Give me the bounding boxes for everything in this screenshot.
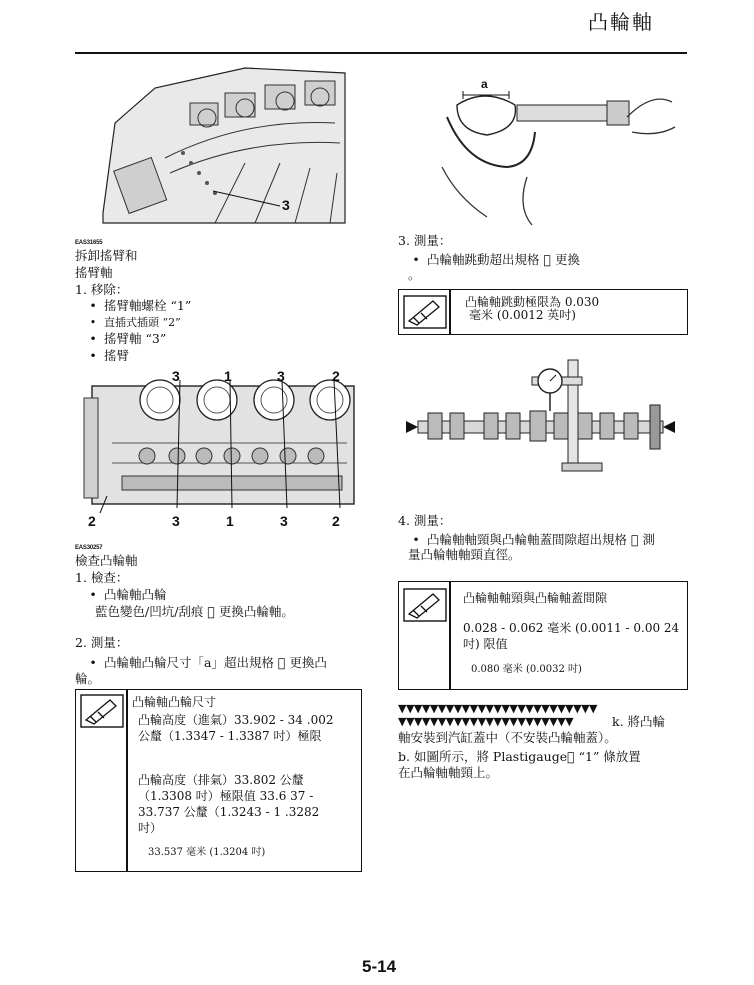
- engine-head-illustration: [95, 63, 350, 225]
- step-1-label: 1. 移除：: [75, 282, 129, 297]
- list-item: • 搖臂軸 “3”: [89, 331, 167, 346]
- callout-label: 2: [332, 368, 340, 384]
- callout-a: a: [481, 77, 488, 91]
- list-item: • 搖臂軸螺栓 “1”: [89, 298, 192, 313]
- section-title-line2: 搖臂軸: [75, 265, 113, 280]
- callout-label: 3: [172, 513, 180, 529]
- spec-clearance-value: 0.028 - 0.062 毫米 (0.0011 - 0.00 24 吋) 限值: [463, 621, 680, 651]
- page-header-title: 凸輪軸: [588, 10, 654, 34]
- step-b-text: b. 如圖所示，將 Plastigauge “1” 條放置: [398, 749, 634, 764]
- spec-box-journal-clearance: [398, 581, 688, 690]
- step-4-label: 4. 測量：: [398, 513, 452, 528]
- list-item: • 直插式插頭 “2”: [89, 316, 181, 329]
- section-title: 檢查凸輪軸: [75, 553, 138, 568]
- triangle-markers: ▼▼▼▼▼▼▼▼▼▼▼▼▼▼▼▼▼▼▼▼▼▼▼▼▼: [398, 702, 597, 715]
- step-b-continuation: 在凸輪軸軸頸上。: [398, 765, 499, 780]
- spec-clearance-limit: 0.080 毫米 (0.0032 吋): [471, 664, 582, 675]
- list-item: • 凸輪軸凸輪: [89, 587, 167, 602]
- step-3-label: 3. 測量：: [398, 233, 452, 248]
- step-k-text: k. 將凸輪: [612, 714, 666, 729]
- spec-heading: 凸輪軸軸頸與凸輪軸蓋間隙: [463, 591, 608, 605]
- list-item-continuation: 輪。: [75, 671, 101, 686]
- callout-3: 3: [282, 197, 290, 213]
- caliper-icon: [403, 295, 447, 329]
- cylinder-head-top-view: [82, 368, 358, 532]
- triangle-markers: ▼▼▼▼▼▼▼▼▼▼▼▼▼▼▼▼▼▼▼▼▼▼: [398, 715, 574, 728]
- list-item-description: 藍色變色/凹坑/刮痕 更換凸輪軸。: [95, 604, 283, 619]
- spec-divider: [449, 290, 451, 334]
- callout-label: 1: [224, 368, 232, 384]
- spec-runout-limit-unit: 毫米 (0.0012 英吋): [469, 308, 576, 322]
- caliper-icon: [403, 588, 447, 622]
- step-k-continuation: 軸安裝到汽缸蓋中（不安裝凸輪軸蓋）。: [398, 730, 617, 745]
- list-item: • 凸輪軸跳動超出規格 更換: [412, 252, 569, 267]
- list-item-continuation: 量凸輪軸軸頸直徑。: [408, 547, 521, 562]
- spec-box-cam-lobe: [75, 689, 362, 872]
- section-code: EAS31655: [75, 240, 103, 246]
- list-item: • 凸輪軸軸頸與凸輪軸蓋間隙超出規格 測: [412, 532, 644, 547]
- section-code: EAS30257: [75, 545, 103, 551]
- page-number: 5-14: [362, 957, 397, 976]
- list-item: • 搖臂: [89, 348, 130, 363]
- step-1-label: 1. 檢查：: [75, 570, 129, 585]
- callout-label: 1: [226, 513, 234, 529]
- callout-label: 3: [280, 513, 288, 529]
- spec-runout-limit: 凸輪軸跳動極限為 0.030: [465, 295, 600, 309]
- list-item-continuation: 。: [408, 267, 421, 282]
- callout-label: 2: [88, 513, 96, 529]
- step-2-label: 2. 測量：: [75, 635, 129, 650]
- spec-exhaust-height: 凸輪高度（排氣）33.802 公釐（1.3308 吋）極限值 33.6 37 - 33.737 公釐（1.3243 - 1 .3282 吋）: [138, 773, 320, 835]
- callout-label: 3: [277, 368, 285, 384]
- spec-divider: [126, 690, 128, 871]
- spec-intake-height: 凸輪高度（進氣）33.902 - 34 .002 公釐（1.3347 - 1.3387 吋）極限: [138, 713, 334, 743]
- callout-label: 2: [332, 513, 340, 529]
- list-item: • 凸輪軸凸輪尺寸「a」超出規格 更換凸: [89, 655, 316, 670]
- spec-heading: 凸輪軸凸輪尺寸: [132, 695, 217, 709]
- spec-box-runout: [398, 289, 688, 335]
- spec-limit: 33.537 毫米 (1.3204 吋): [148, 847, 266, 858]
- caliper-icon: [80, 694, 124, 728]
- spec-divider: [449, 582, 451, 689]
- section-title: 拆卸搖臂和: [75, 248, 138, 263]
- callout-label: 3: [172, 368, 180, 384]
- camshaft-runout-diagram: [402, 355, 677, 475]
- micrometer-illustration: [437, 77, 677, 227]
- header-rule: [75, 52, 687, 54]
